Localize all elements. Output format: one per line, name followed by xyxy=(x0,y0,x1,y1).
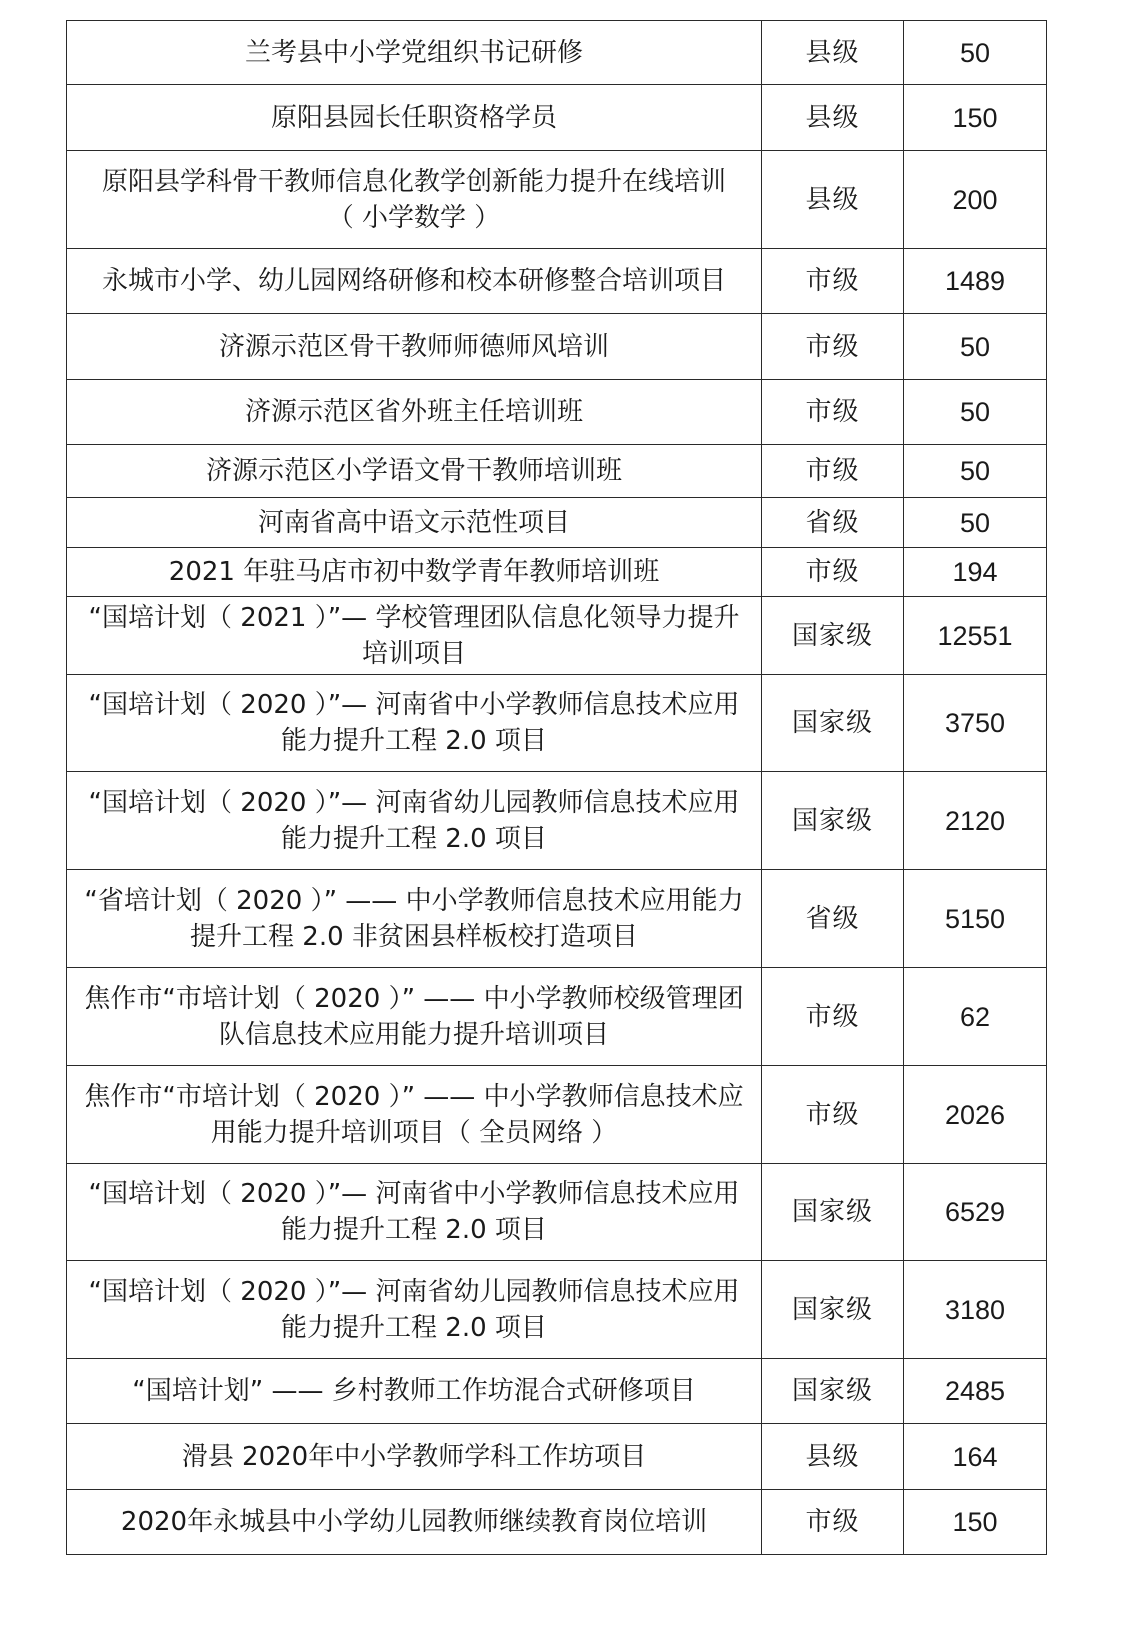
count-cell: 62 xyxy=(904,968,1047,1066)
project-name-cell: 原阳县园长任职资格学员 xyxy=(67,85,762,151)
project-name-cell: 济源示范区小学语文骨干教师培训班 xyxy=(67,445,762,498)
count-cell: 164 xyxy=(904,1424,1047,1490)
count-cell: 194 xyxy=(904,548,1047,597)
count-cell: 3750 xyxy=(904,675,1047,772)
level-cell: 市级 xyxy=(762,314,904,380)
level-cell: 县级 xyxy=(762,151,904,249)
table-row xyxy=(67,1490,1047,1555)
table-row xyxy=(67,498,1047,548)
table-row xyxy=(67,380,1047,445)
project-name-cell: “国培计划（ 2020 ）”— 河南省中小学教师信息技术应用 能力提升工程 2.0 项目 xyxy=(67,1164,762,1261)
table-row xyxy=(67,151,1047,249)
table-row xyxy=(67,1261,1047,1359)
project-name-cell: 焦作市“市培计划（ 2020 ）” —— 中小学教师校级管理团 队信息技术应用能力提升培训项目 xyxy=(67,968,762,1066)
count-cell: 2120 xyxy=(904,772,1047,870)
level-cell: 市级 xyxy=(762,445,904,498)
project-name-cell: “国培计划（ 2021 ）”— 学校管理团队信息化领导力提升 培训项目 xyxy=(67,597,762,675)
table-row xyxy=(67,1164,1047,1261)
table-row xyxy=(67,870,1047,968)
level-cell: 国家级 xyxy=(762,772,904,870)
project-name-cell: “国培计划” —— 乡村教师工作坊混合式研修项目 xyxy=(67,1359,762,1424)
table-row xyxy=(67,675,1047,772)
project-name-cell: 2020年永城县中小学幼儿园教师继续教育岗位培训 xyxy=(67,1490,762,1555)
project-name-cell: 济源示范区省外班主任培训班 xyxy=(67,380,762,445)
level-cell: 县级 xyxy=(762,85,904,151)
project-name-cell: 原阳县学科骨干教师信息化教学创新能力提升在线培训 （ 小学数学 ） xyxy=(67,151,762,249)
count-cell: 50 xyxy=(904,498,1047,548)
table-row xyxy=(67,772,1047,870)
count-cell: 2485 xyxy=(904,1359,1047,1424)
project-name-cell: 2021 年驻马店市初中数学青年教师培训班 xyxy=(67,548,762,597)
table-row xyxy=(67,597,1047,675)
count-cell: 50 xyxy=(904,314,1047,380)
project-name-cell: “国培计划（ 2020 ）”— 河南省中小学教师信息技术应用 能力提升工程 2.0 项目 xyxy=(67,675,762,772)
level-cell: 国家级 xyxy=(762,1164,904,1261)
project-name-cell: 滑县 2020年中小学教师学科工作坊项目 xyxy=(67,1424,762,1490)
count-cell: 200 xyxy=(904,151,1047,249)
level-cell: 国家级 xyxy=(762,675,904,772)
count-cell: 5150 xyxy=(904,870,1047,968)
level-cell: 市级 xyxy=(762,1066,904,1164)
level-cell: 市级 xyxy=(762,380,904,445)
level-cell: 国家级 xyxy=(762,1261,904,1359)
project-name-cell: 焦作市“市培计划（ 2020 ）” —— 中小学教师信息技术应 用能力提升培训项目（ 全员网络 ） xyxy=(67,1066,762,1164)
level-cell: 省级 xyxy=(762,870,904,968)
level-cell: 县级 xyxy=(762,1424,904,1490)
count-cell: 6529 xyxy=(904,1164,1047,1261)
table-row xyxy=(67,314,1047,380)
count-cell: 50 xyxy=(904,380,1047,445)
project-name-cell: 兰考县中小学党组织书记研修 xyxy=(67,21,762,85)
table-row xyxy=(67,21,1047,85)
count-cell: 50 xyxy=(904,445,1047,498)
table-row xyxy=(67,1066,1047,1164)
table-row xyxy=(67,445,1047,498)
table-row xyxy=(67,1424,1047,1490)
count-cell: 150 xyxy=(904,85,1047,151)
table-row xyxy=(67,548,1047,597)
project-name-cell: 河南省高中语文示范性项目 xyxy=(67,498,762,548)
level-cell: 国家级 xyxy=(762,597,904,675)
table-row xyxy=(67,968,1047,1066)
count-cell: 1489 xyxy=(904,249,1047,314)
level-cell: 市级 xyxy=(762,1490,904,1555)
table-row xyxy=(67,249,1047,314)
project-name-cell: “国培计划（ 2020 ）”— 河南省幼儿园教师信息技术应用 能力提升工程 2.0 项目 xyxy=(67,1261,762,1359)
count-cell: 2026 xyxy=(904,1066,1047,1164)
level-cell: 县级 xyxy=(762,21,904,85)
training-projects-table xyxy=(66,20,1047,1555)
count-cell: 3180 xyxy=(904,1261,1047,1359)
project-name-cell: “省培计划（ 2020 ）” —— 中小学教师信息技术应用能力 提升工程 2.0 非贫困县样板校打造项目 xyxy=(67,870,762,968)
count-cell: 150 xyxy=(904,1490,1047,1555)
level-cell: 市级 xyxy=(762,548,904,597)
project-name-cell: 济源示范区骨干教师师德师风培训 xyxy=(67,314,762,380)
level-cell: 市级 xyxy=(762,968,904,1066)
level-cell: 省级 xyxy=(762,498,904,548)
level-cell: 市级 xyxy=(762,249,904,314)
table-row xyxy=(67,1359,1047,1424)
project-name-cell: 永城市小学、幼儿园网络研修和校本研修整合培训项目 xyxy=(67,249,762,314)
level-cell: 国家级 xyxy=(762,1359,904,1424)
count-cell: 12551 xyxy=(904,597,1047,675)
table-row xyxy=(67,85,1047,151)
project-name-cell: “国培计划（ 2020 ）”— 河南省幼儿园教师信息技术应用 能力提升工程 2.0 项目 xyxy=(67,772,762,870)
count-cell: 50 xyxy=(904,21,1047,85)
